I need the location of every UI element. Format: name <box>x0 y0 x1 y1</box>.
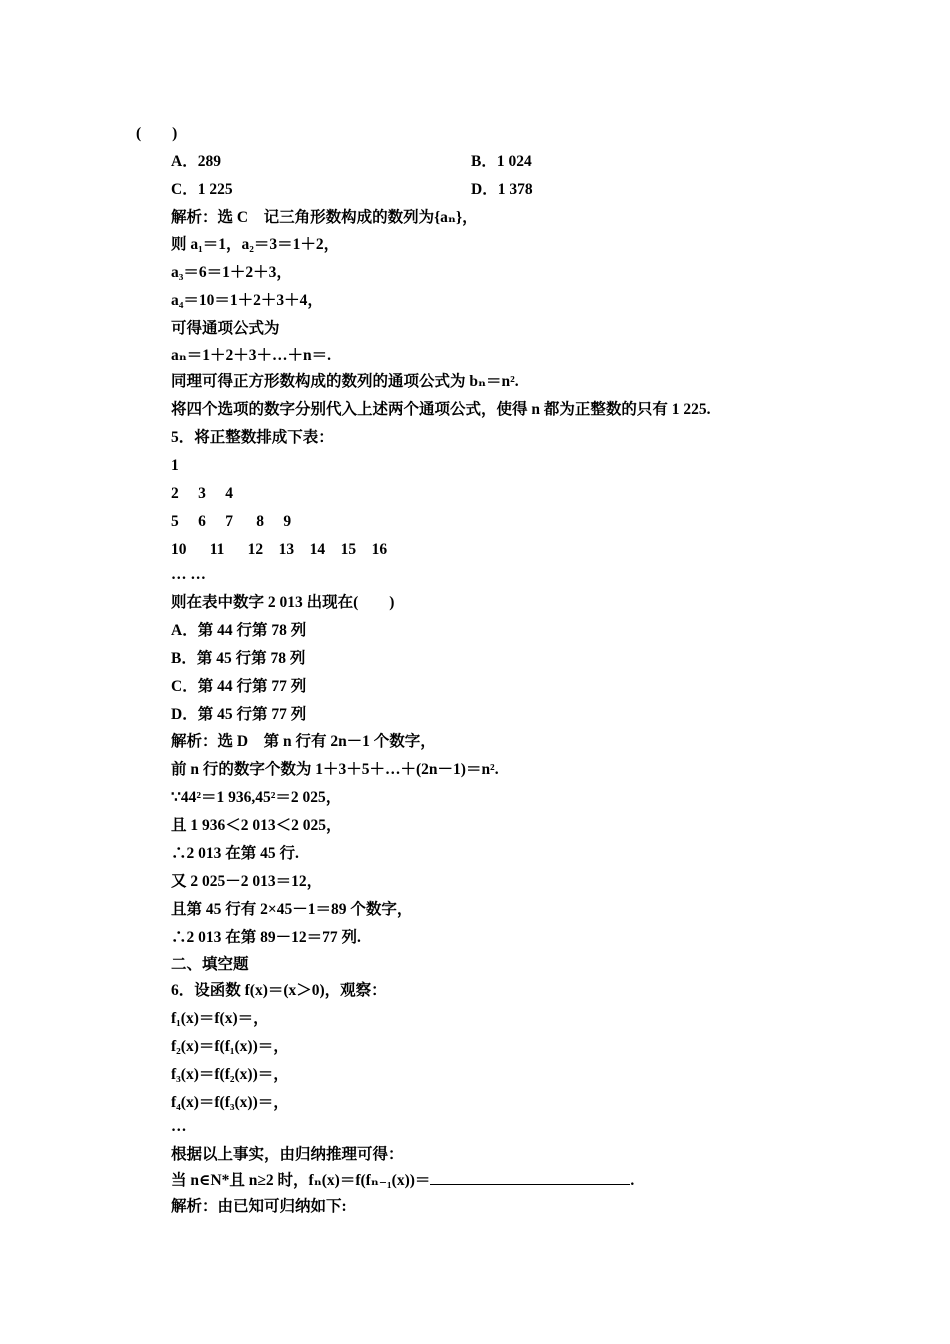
option-a: A．289 <box>171 153 221 170</box>
solution-line: 同理可得正方形数构成的数列的通项公式为 bₙ＝n². <box>171 373 519 390</box>
option-d: D．第 45 行第 77 列 <box>171 706 307 723</box>
question-line: 根据以上事实，由归纳推理可得： <box>171 1146 404 1163</box>
solution-line: ∴2 013 在第 45 行. <box>171 845 299 862</box>
solution-line: 将四个选项的数字分别代入上述两个通项公式，使得 n 都为正整数的只有 1 225. <box>171 401 711 418</box>
solution-line: 且第 45 行有 2×45－1＝89 个数字， <box>171 901 413 918</box>
solution-line: 解析：由已知可归纳如下: <box>171 1198 347 1215</box>
question-6: 6．设函数 f(x)＝(x＞0)，观察： <box>171 982 387 999</box>
question-5: 5．将正整数排成下表： <box>171 429 334 446</box>
solution-line: 解析：选 C 记三角形数构成的数列为{aₙ}， <box>171 209 478 226</box>
formula-line: f₁(x)＝f(x)＝， <box>171 1010 269 1027</box>
question-line: 则在表中数字 2 013 出现在( ) <box>171 594 395 611</box>
section-heading: 二、填空题 <box>171 956 249 973</box>
period: . <box>630 1172 635 1189</box>
solution-line: a₃＝6＝1＋2＋3， <box>171 264 292 281</box>
solution-line: 则 a₁＝1，a₂＝3＝1＋2， <box>171 236 340 253</box>
solution-line: 解析：选 D 第 n 行有 2n－1 个数字， <box>171 733 436 750</box>
table-row: 2 3 4 <box>171 485 234 502</box>
table-row: 5 6 7 8 9 <box>171 513 292 530</box>
question-line <box>171 1170 634 1191</box>
formula-line: f₄(x)＝f(f₃(x))＝， <box>171 1094 289 1111</box>
solution-line: 且 1 936＜2 013＜2 025， <box>171 817 342 834</box>
formula-ellipsis: … <box>171 1118 187 1135</box>
table-row: 10 11 12 13 14 15 16 <box>171 541 388 558</box>
option-c: C．1 225 <box>171 181 233 198</box>
answer-blank <box>430 1170 630 1185</box>
table-ellipsis: … … <box>171 566 206 583</box>
solution-line: ∴2 013 在第 89－12＝77 列. <box>171 929 361 946</box>
option-c: C．第 44 行第 77 列 <box>171 678 307 695</box>
paren-blank: ( ) <box>136 125 178 142</box>
solution-line: 又 2 025－2 013＝12， <box>171 873 323 890</box>
formula-line: f₂(x)＝f(f₁(x))＝， <box>171 1038 289 1055</box>
table-row: 1 <box>171 457 179 474</box>
option-d: D．1 378 <box>471 181 533 198</box>
option-b: B．第 45 行第 78 列 <box>171 650 306 667</box>
formula-line: f₃(x)＝f(f₂(x))＝， <box>171 1066 289 1083</box>
solution-line: a₄＝10＝1＋2＋3＋4， <box>171 292 323 309</box>
solution-line: aₙ＝1＋2＋3＋…＋n＝. <box>171 347 332 364</box>
option-a: A．第 44 行第 78 列 <box>171 622 307 639</box>
question-text: 当 n∈N*且 n≥2 时，fₙ(x)＝f(fₙ₋₁(x))＝ <box>171 1172 431 1189</box>
solution-line: 可得通项公式为 <box>171 320 280 337</box>
solution-line: 前 n 行的数字个数为 1＋3＋5＋…＋(2n－1)＝n². <box>171 761 499 778</box>
solution-line: ∵44²＝1 936,45²＝2 025， <box>171 789 342 806</box>
option-b: B．1 024 <box>471 153 532 170</box>
